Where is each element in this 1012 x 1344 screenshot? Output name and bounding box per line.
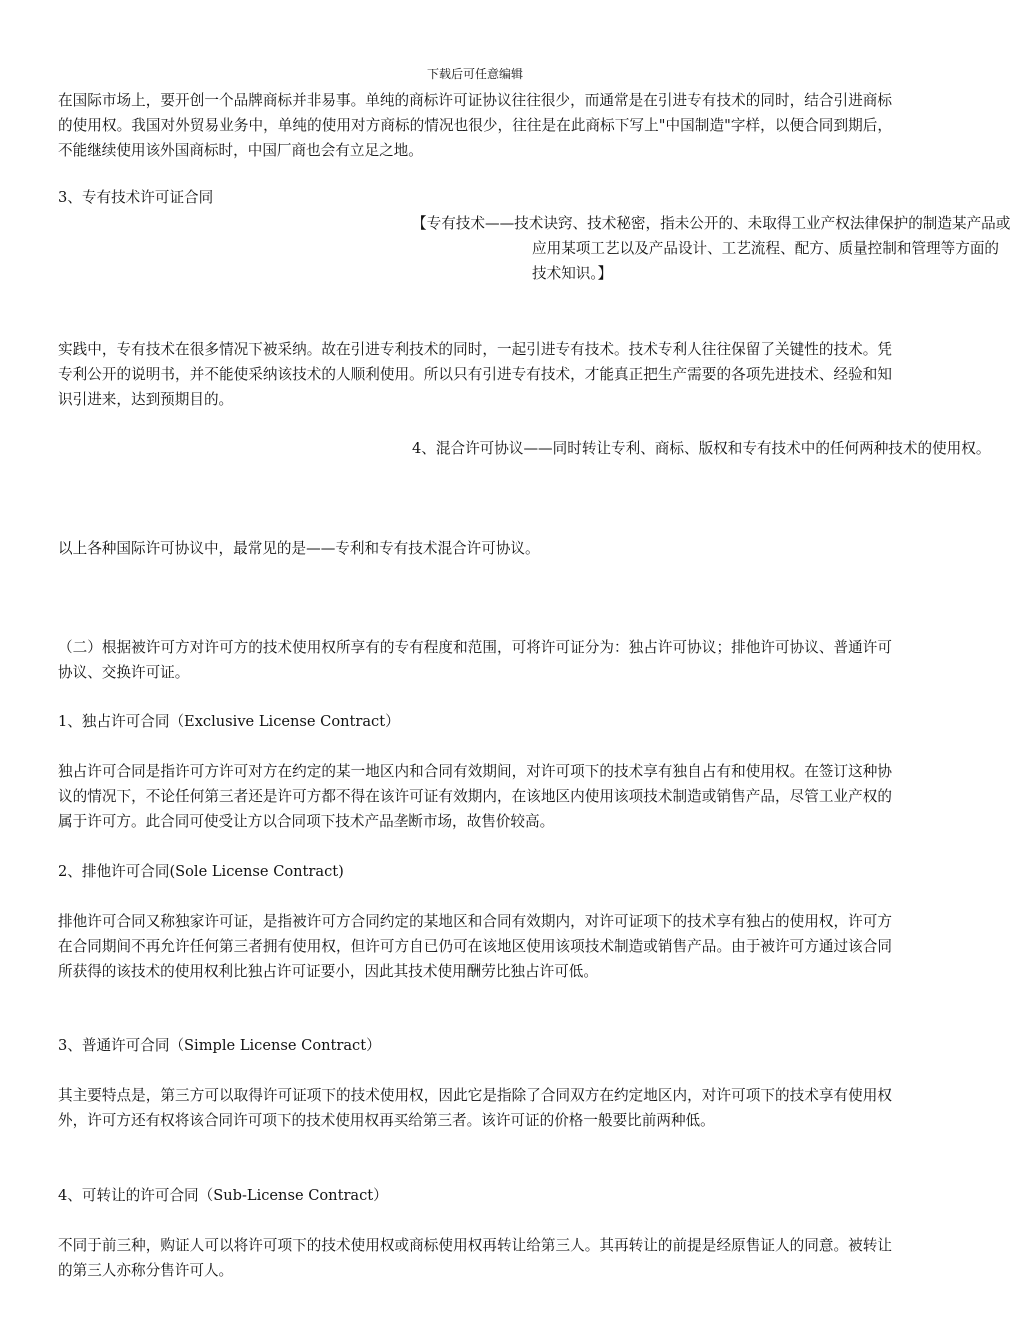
page-header-note: 下载后可任意编辑 — [426, 67, 523, 81]
know-how-definition-note: 【专有技术——技术诀窍、技术秘密，指未公开的、未取得工业产权法律保护的制造某产品或应用某项工艺以及产品设计、工艺流程、配方、质量控制和管理等方面的技术知识。】 — [412, 215, 1011, 282]
section-two-paragraph: （二）根据被许可方对许可方的技术使用权所享有的专有程度和范围，可将许可证分为：独占许可协议；排他许可协议、普通许可协议、交换许可证。 — [58, 639, 892, 681]
heading-sub-license: 4、可转让的许可合同（Sub-License Contract） — [58, 1187, 388, 1204]
simple-license-paragraph: 其主要特点是，第三方可以取得许可证项下的技术使用权，因此它是指除了合同双方在约定地区内，对许可项下的技术享有使用权外，许可方还有权将该合同许可项下的技术使用权再买给第三者。该许可证的价格一般要比前两种低。 — [58, 1087, 892, 1129]
practice-paragraph: 实践中，专有技术在很多情况下被采纳。故在引进专利技术的同时，一起引进专有技术。技术专利人往往保留了关键性的技术。凭专利公开的说明书，并不能使采纳该技术的人顺利使用。所以只有引进专有技术，才能真正把生产需要的各项先进技术、经验和知识引进来，达到预期目的。 — [58, 341, 892, 408]
intro-paragraph: 在国际市场上，要开创一个品牌商标并非易事。单纯的商标许可证协议往往很少，而通常是在引进专有技术的同时，结合引进商标的使用权。我国对外贸易业务中，单纯的使用对方商标的情况也很少，往往是在此商标下写上"中国制造"字样，以便合同到期后，不能继续使用该外国商标时，中国厂商也会有立足之地。 — [58, 92, 892, 159]
most-common-paragraph: 以上各种国际许可协议中，最常见的是——专利和专有技术混合许可协议。 — [58, 540, 540, 557]
mixed-license-note: 4、混合许可协议——同时转让专利、商标、版权和专有技术中的任何两种技术的使用权。 — [412, 440, 991, 457]
exclusive-license-paragraph: 独占许可合同是指许可方许可对方在约定的某一地区内和合同有效期间，对许可项下的技术享有独自占有和使用权。在签订这种协议的情况下，不论任何第三者还是许可方都不得在该许可证有效期内，在该地区内使用该项技术制造或销售产品，尽管工业产权的属于许可方。此合同可使受让方以合同项下技术产品垄断市场，故售价较高。 — [58, 763, 892, 830]
sub-license-paragraph: 不同于前三种，购证人可以将许可项下的技术使用权或商标使用权再转让给第三人。其再转让的前提是经原售证人的同意。被转让的第三人亦称分售许可人。 — [58, 1237, 892, 1279]
sole-license-paragraph: 排他许可合同又称独家许可证，是指被许可方合同约定的某地区和合同有效期内，对许可证项下的技术享有独占的使用权，许可方在合同期间不再允许任何第三者拥有使用权，但许可方自已仍可在该地区使用该项技术制造或销售产品。由于被许可方通过该合同所获得的该技术的使用权利比独占许可证要小，因此其技术使用酬劳比独占许可低。 — [58, 913, 892, 980]
heading-exclusive-license: 1、独占许可合同（Exclusive License Contract） — [58, 713, 400, 730]
heading-know-how-contract: 3、专有技术许可证合同 — [58, 189, 214, 206]
heading-simple-license: 3、普通许可合同（Simple License Contract） — [58, 1037, 381, 1054]
heading-sole-license: 2、排他许可合同(Sole License Contract) — [58, 863, 344, 880]
